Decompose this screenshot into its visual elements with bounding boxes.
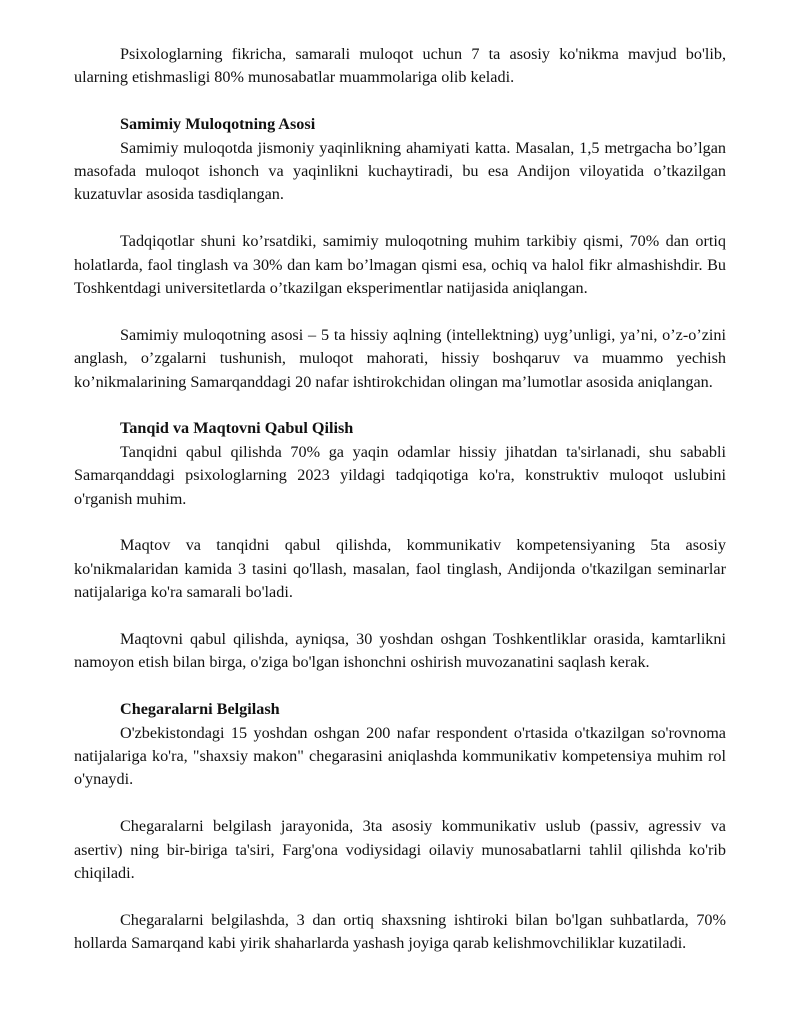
section-heading: Samimiy Muloqotning Asosi	[120, 115, 316, 134]
section-heading: Chegaralarni Belgilash	[120, 700, 280, 719]
paragraph: Maqtov va tanqidni qabul qilishda, kommunikativ kompetensiyaning 5ta asosiy ko'nikmalaridan kamida 3 tasini qo'llash, masalan, faol tinglash, Andijonda o'tkazilgan seminarlar natijalariga ko'ra samarali bo'ladi.	[74, 536, 726, 602]
paragraph: Tadqiqotlar shuni ko’rsatdiki, samimiy muloqotning muhim tarkibiy qismi, 70% dan ortiq holatlarda, faol tinglash va 30% dan kam bo’lmagan qismi esa, ochiq va halol fikr almashishdir. Bu Toshkentdagi universitetlarda o’tkazilgan eksperimentlar natijasida aniqlangan.	[74, 232, 726, 298]
paragraph: Chegaralarni belgilashda, 3 dan ortiq shaxsning ishtiroki bilan bo'lgan suhbatlarda, 70% hollarda Samarqand kabi yirik shaharlarda yashash joyiga qarab kelishmovchiliklar kuzatiladi.	[74, 910, 726, 953]
intro-paragraph: Psixologlarning fikricha, samarali muloqot uchun 7 ta asosiy ko'nikma mavjud bo'lib, ularning etishmasligi 80% munosabatlar muammolariga olib keladi.	[74, 45, 726, 87]
section-samimiy-muloqot	[74, 113, 726, 394]
document-body	[74, 43, 726, 956]
section-heading: Tanqid va Maqtovni Qabul Qilish	[120, 419, 354, 438]
paragraph: Tanqidni qabul qilishda 70% ga yaqin odamlar hissiy jihatdan ta'sirlanadi, shu sababli Samarqanddagi psixologlarning 2023 yildagi tadqiqotiga ko'ra, konstruktiv muloqot uslubini o'rganish muhim.	[74, 442, 726, 508]
section-chegaralar	[74, 698, 726, 955]
paragraph: Samimiy muloqotning asosi – 5 ta hissiy aqlning (intellektning) uyg’unligi, ya’ni, o’z-o’zini anglash, o’zgalarni tushunish, muloqot mahorati, hissiy boshqaruv va muammo yechish ko’nikmalarining Samarqanddagi 20 nafar ishtirokchidan olingan ma’lumotlar asosida aniqlangan.	[74, 325, 726, 391]
paragraph: Chegaralarni belgilash jarayonida, 3ta asosiy kommunikativ uslub (passiv, agressiv va asertiv) ning bir-biriga ta'siri, Farg'ona vodiysidagi oilaviy munosabatlarni tahlil qilishda ko'rib chiqiladi.	[74, 817, 726, 883]
paragraph: Maqtovni qabul qilishda, ayniqsa, 30 yoshdan oshgan Toshkentliklar orasida, kamtarlikni namoyon etish bilan birga, o'ziga bo'lgan ishonchni oshirish muvozanatini saqlash kerak.	[74, 630, 726, 672]
paragraph: O'zbekistondagi 15 yoshdan oshgan 200 nafar respondent o'rtasida o'tkazilgan so'rovnoma natijalariga ko'ra, "shaxsiy makon" chegarasini aniqlashda kommunikativ kompetensiya muhim rol o'ynaydi.	[74, 723, 726, 789]
section-tanqid-maqtov	[74, 417, 726, 674]
paragraph: Samimiy muloqotda jismoniy yaqinlikning ahamiyati katta. Masalan, 1,5 metrgacha bo’lgan masofada muloqot ishonch va yaqinlikni kuchaytiradi, bu esa Andijon viloyatida o’tkazilgan kuzatuvlar asosida tasdiqlangan.	[74, 138, 726, 204]
